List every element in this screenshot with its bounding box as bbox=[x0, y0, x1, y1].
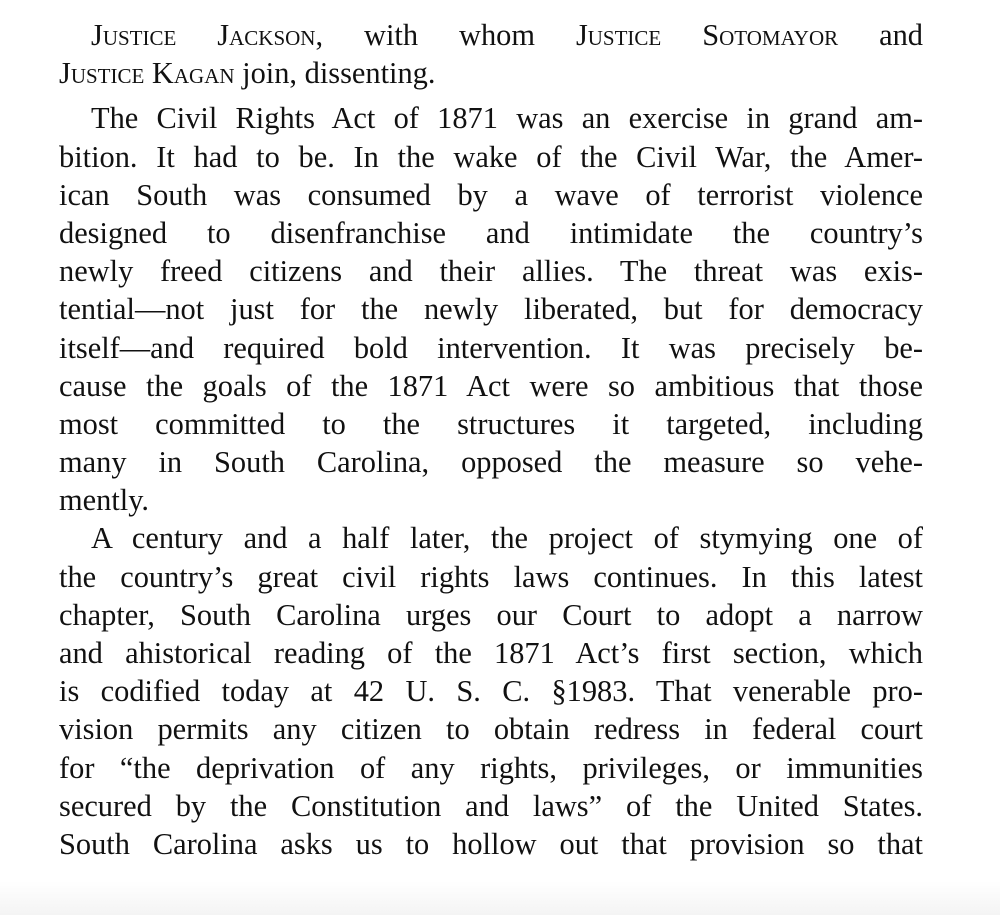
paragraph-line: South Carolina asks us to hollow out that provision so that bbox=[59, 826, 923, 861]
paragraph-1 bbox=[59, 99, 923, 519]
heading-connector-2: and bbox=[838, 18, 923, 52]
paragraph-line: bition. It had to be. In the wake of the Civil War, the Amer- bbox=[59, 139, 923, 174]
heading-connector-1: , with whom bbox=[315, 18, 576, 52]
paragraph-line: cause the goals of the 1871 Act were so ambitious that those bbox=[59, 368, 923, 403]
justice-author: Justice Jackson bbox=[91, 18, 316, 52]
paragraph-line: The Civil Rights Act of 1871 was an exercise in grand am- bbox=[91, 101, 923, 136]
justice-joiner-2: Justice Kagan bbox=[59, 56, 235, 91]
paragraph-line: and ahistorical reading of the 1871 Act’s first section, which bbox=[59, 636, 923, 670]
paragraph-line: itself—and required bold intervention. It was precisely be- bbox=[59, 330, 923, 365]
paragraph-line: mently. bbox=[59, 483, 150, 518]
paragraph-line: many in South Carolina, opposed the measure so vehe- bbox=[59, 445, 923, 480]
justice-joiner-1: Justice Sotomayor bbox=[575, 18, 839, 52]
paragraph-line: vision permits any citizen to obtain redress in federal court bbox=[59, 712, 923, 747]
paragraph-line: most committed to the structures it targeted, including bbox=[59, 406, 923, 441]
paragraph-line: secured by the Constitution and laws” of the United States. bbox=[59, 788, 923, 823]
paragraph-line: tential—not just for the newly liberated, but for democracy bbox=[59, 292, 923, 327]
paragraph-line: ican South was consumed by a wave of terrorist violence bbox=[59, 177, 923, 212]
paragraph-line: for “the deprivation of any rights, privileges, or immunities bbox=[59, 750, 923, 785]
page-bottom-shadow bbox=[0, 881, 1000, 915]
paragraph-line: designed to disenfranchise and intimidate the country’s bbox=[59, 215, 923, 250]
paragraph-line: chapter, South Carolina urges our Court to adopt a narrow bbox=[59, 597, 923, 632]
paragraph-2 bbox=[59, 519, 923, 863]
paragraph-line: the country’s great civil rights laws continues. In this latest bbox=[59, 559, 923, 594]
paragraph-line: is codified today at 42 U. S. C. §1983. That venerable pro- bbox=[59, 674, 923, 709]
heading-line-2 bbox=[59, 54, 923, 92]
paragraph-line: newly freed citizens and their allies. The threat was exis- bbox=[59, 254, 923, 289]
heading-line-1 bbox=[59, 16, 923, 54]
paragraph-line: A century and a half later, the project of stymying one of bbox=[91, 521, 923, 556]
heading-connector-3: join, dissenting. bbox=[234, 56, 436, 91]
opinion-page bbox=[59, 16, 923, 863]
